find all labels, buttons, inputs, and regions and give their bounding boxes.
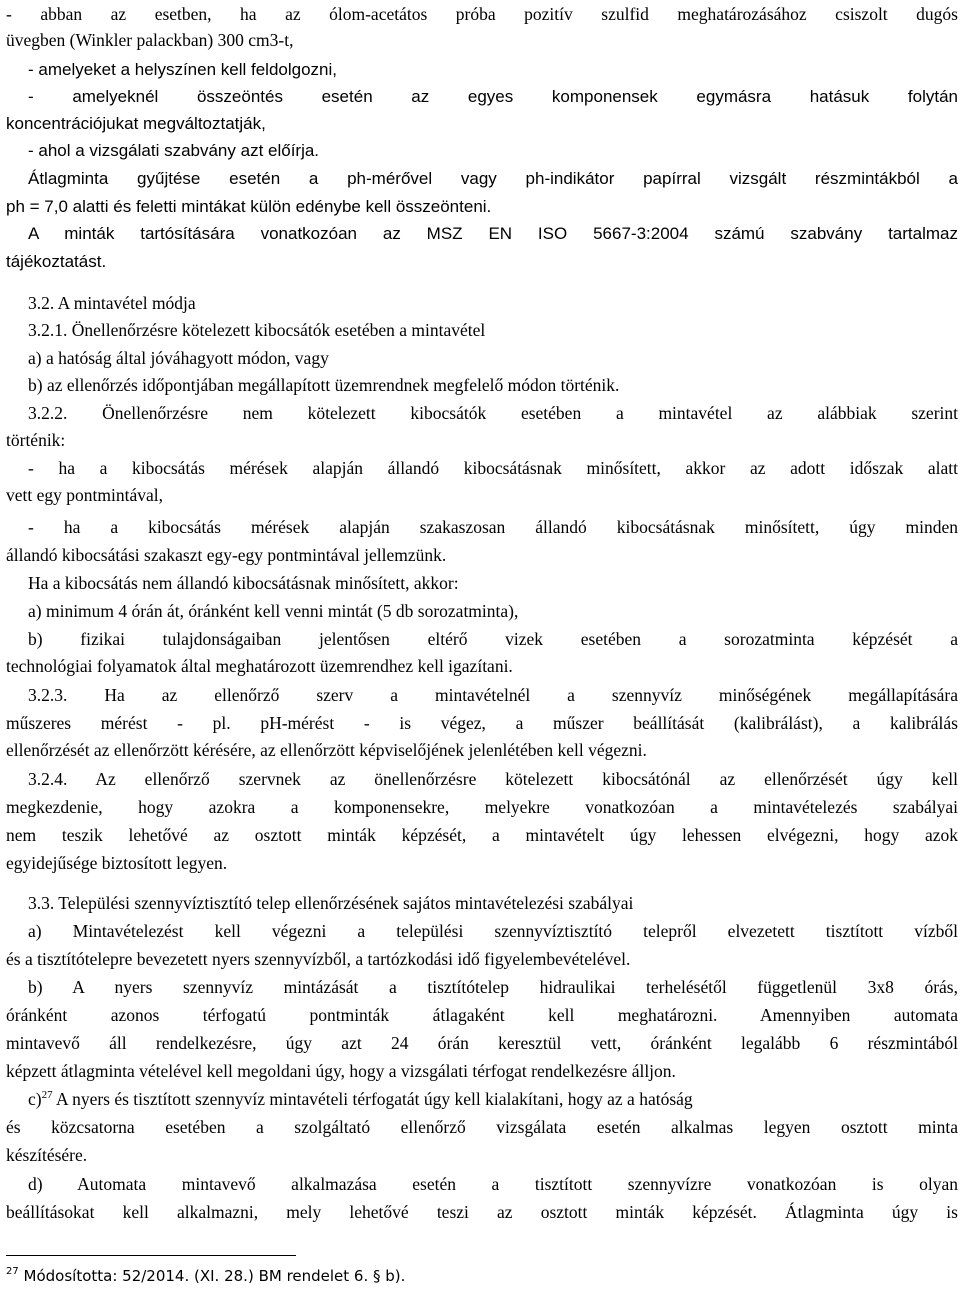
footnote-reference[interactable]: 27 [41,1089,53,1101]
text-line: a) a hatóság által jóváhagyott módon, vagy [28,348,329,368]
text-line: - abban az esetben, ha az ólom-acetátos próba pozitív szulfid meghatározásához csiszolt dugós [6,4,958,24]
footnote-text: Módosította: 52/2014. (XI. 28.) BM rendelet 6. § b). [23,1267,406,1285]
text-line: - ahol a vizsgálati szabvány azt előírja. [28,141,320,160]
text-line: tájékoztatást. [6,252,107,271]
text-line: mintavevő áll rendelkezésre, úgy azt 24 órán keresztül vett, óránként legalább 6 részmintából [6,1033,958,1053]
section-heading: 3.2. A mintavétel módja [28,293,196,313]
footnote-separator [6,1255,296,1256]
item-label: c) [28,1089,42,1109]
text-line [28,1087,958,1111]
text-line: és a tisztítótelepre bevezetett nyers szennyvízből, a tartózkodási idő figyelembevételével. [6,949,631,969]
text-line: 3.2.1. Önellenőrzésre kötelezett kibocsátók esetében a mintavétel [28,320,486,340]
text-line: Átlagminta gyűjtése esetén a ph-mérővel vagy ph-indikátor papírral vizsgált részmintákból a [28,169,958,188]
text-line: vett egy pontmintával, [6,485,163,505]
text-line: A minták tartósítására vonatkozóan az MSZ EN ISO 5667-3:2004 számú szabvány tartalmaz [28,224,958,243]
text-line: - amelyeknél összeöntés esetén az egyes komponensek egymásra hatásuk folytán [28,87,958,106]
text-line: készítésére. [6,1145,88,1165]
text-line: képzett átlagminta vételével kell megoldani úgy, hogy a vizsgálati térfogat rendelkezésre álljon. [6,1061,676,1081]
text-line: d) Automata mintavevő alkalmazása esetén a tisztított szennyvízre vonatkozóan is olyan [28,1174,958,1194]
text-line: óránként azonos térfogatú pontminták átlagaként kell meghatározni. Amennyiben automata [6,1005,958,1025]
text-line: b) az ellenőrzés időpontjában megállapított üzemrendnek megfelelő módon történik. [28,375,620,395]
text-line: a) Mintavételezést kell végezni a települési szennyvíztisztító telepről elvezetett tisztított vízből [28,921,958,941]
text-line: üvegben (Winkler palackban) 300 cm3-t, [6,30,294,50]
text-line: műszeres mérést - pl. pH-mérést - is végez, a műszer beállítását (kalibrálást), a kalibrálás [6,713,958,733]
text-line: nem teszik lehetővé az osztott minták képzését, a mintavételt úgy lehessen elvégezni, hogy azok [6,825,958,845]
text-line: megkezdenie, hogy azokra a komponensekre, melyekre vonatkozóan a mintavételezés szabályai [6,797,958,817]
text-line: beállításokat kell alkalmazni, mely lehetővé teszi az osztott minták képzését. Átlagminta úgy is [6,1202,958,1222]
footnote [6,1266,405,1286]
text-line: - ha a kibocsátás mérések alapján szakaszosan állandó kibocsátásnak minősített, úgy minden [28,517,958,537]
text-line: ellenőrzését az ellenőrzött kérésére, az ellenőrzött képviselőjének jelenlétében kell végezni. [6,740,647,760]
text-line: a) minimum 4 órán át, óránként kell venni mintát (5 db sorozatminta), [28,601,519,621]
text-line: b) A nyers szennyvíz mintázását a tisztítótelep hidraulikai terhelésétől függetlenül 3x8 órás, [28,977,958,997]
footnote-number: 27 [6,1266,19,1277]
text-line: egyidejűsége biztosított legyen. [6,853,228,873]
text-line: ph = 7,0 alatti és feletti mintákat külön edénybe kell összeönteni. [6,197,492,216]
text-line: technológiai folyamatok által meghatározott üzemrendhez kell igazítani. [6,656,513,676]
section-heading: 3.3. Települési szennyvíztisztító telep ellenőrzésének sajátos mintavételezési szabályai [28,893,634,913]
text-line: és közcsatorna esetében a szolgáltató ellenőrző vizsgálata esetén alkalmas legyen osztott minta [6,1117,958,1137]
text-line: Ha a kibocsátás nem állandó kibocsátásnak minősített, akkor: [28,573,459,593]
text-line: állandó kibocsátási szakaszt egy-egy pontmintával jellemzünk. [6,545,447,565]
text-line: b) fizikai tulajdonságaiban jelentősen eltérő vizek esetében a sorozatminta képzését a [28,629,958,649]
text-line: 3.2.2. Önellenőrzésre nem kötelezett kibocsátók esetében a mintavétel az alábbiak szerint [28,403,958,423]
text-line: történik: [6,430,66,450]
text-line: 3.2.3. Ha az ellenőrző szerv a mintavételnél a szennyvíz minőségének megállapítására [28,685,958,705]
item-text: A nyers és tisztított szennyvíz mintavételi térfogatát úgy kell kialakítani, hogy az a hatóság [56,1089,693,1109]
text-line: - amelyeket a helyszínen kell feldolgozni, [28,60,337,79]
text-line: koncentrációjukat megváltoztatják, [6,114,266,133]
text-line: 3.2.4. Az ellenőrző szervnek az önellenőrzésre kötelezett kibocsátónál az ellenőrzését úgy kell [28,769,958,789]
text-line: - ha a kibocsátás mérések alapján állandó kibocsátásnak minősített, akkor az adott időszak alatt [28,458,958,478]
